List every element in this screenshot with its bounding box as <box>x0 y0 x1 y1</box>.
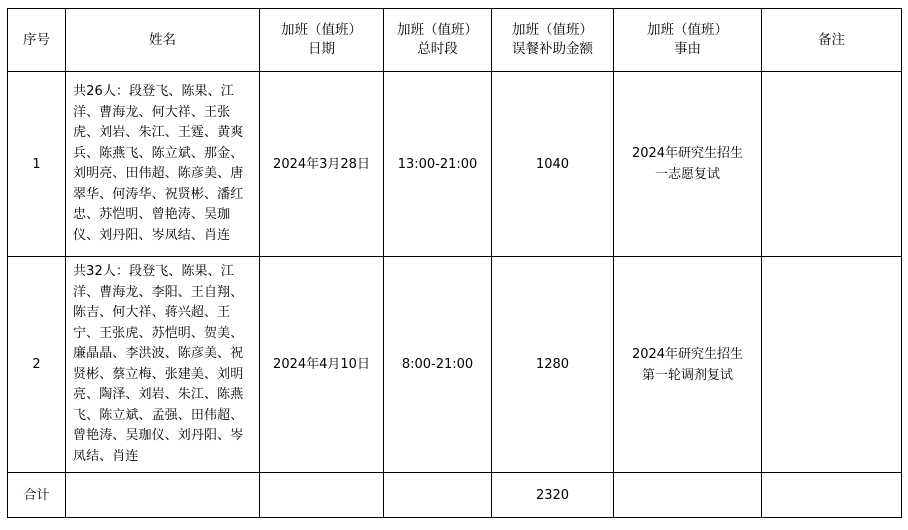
cell-meal-allowance-value: 1040 <box>535 156 570 172</box>
cell-reason-value-line2: 一志愿复试 <box>654 167 720 182</box>
column-header-date-label-line1: 加班（值班） <box>281 22 362 38</box>
cell-names-value: 共26人：段登飞、陈果、江洋、曹海龙、何大祥、王张虎、刘岩、朱江、王霆、黄爽兵、陈燕飞、陈立斌、那金、刘明亮、田伟超、陈彦美、唐翠华、何涛华、祝贤彬、潘红忠、苏恺明、曾艳涛、吴珈仪、刘丹阳、岑凤结、肖连 <box>73 84 244 243</box>
cell-time-span-value: 13:00-21:00 <box>397 156 478 172</box>
cell-reason-value-line1: 2024年研究生招生 <box>631 146 744 161</box>
total-reason-cell <box>614 473 762 518</box>
cell-reason-value-line2: 第一轮调剂复试 <box>641 367 733 383</box>
table-total-row <box>8 473 902 518</box>
column-header-meal-allowance-label-line1: 加班（值班） <box>512 22 593 38</box>
column-header-date-label-line2: 日期 <box>308 41 335 57</box>
cell-names-value: 共32人：段登飞、陈果、江洋、曹海龙、李阳、王自翔、陈吉、何大祥、蒋兴超、王宁、王张虎、苏恺明、贺美、廉晶晶、李洪波、陈彦美、祝贤彬、蔡立梅、张建美、刘明亮、陶泽、刘岩、朱江、陈燕飞、陈立斌、孟强、田伟超、曾艳涛、吴珈仪、刘丹阳、岑凤结、肖连 <box>73 264 244 464</box>
column-header-time-span <box>384 9 492 72</box>
column-header-remark-label: 备注 <box>818 31 845 48</box>
column-header-name-label: 姓名 <box>149 31 176 48</box>
total-time-span-cell <box>384 473 492 518</box>
cell-names <box>66 72 260 257</box>
table-header-row <box>8 9 902 72</box>
total-meal-allowance-cell <box>492 473 614 518</box>
cell-date <box>260 72 384 257</box>
column-header-time-span-label-line2: 总时段 <box>417 41 458 57</box>
cell-sequence-value: 1 <box>32 156 41 172</box>
cell-time-span-value: 8:00-21:00 <box>401 357 474 372</box>
column-header-time-span-label-line1: 加班（值班） <box>397 22 478 38</box>
cell-remark <box>762 257 902 473</box>
cell-date-value: 2024年4月10日 <box>273 357 370 372</box>
column-header-reason <box>614 9 762 72</box>
column-header-sequence <box>8 9 66 72</box>
cell-sequence <box>8 257 66 473</box>
column-header-meal-allowance-label-line2: 误餐补助金额 <box>512 41 593 57</box>
cell-time-span <box>384 257 492 473</box>
total-meal-allowance-value: 2320 <box>535 487 570 503</box>
column-header-sequence-label: 序号 <box>23 31 50 48</box>
cell-meal-allowance <box>492 257 614 473</box>
cell-meal-allowance-value: 1280 <box>535 357 570 372</box>
cell-date-value: 2024年3月28日 <box>273 156 370 172</box>
table-header <box>8 9 902 72</box>
cell-reason-value-line1: 2024年研究生招生 <box>631 346 744 362</box>
total-label-cell <box>8 473 66 518</box>
table-body <box>8 72 902 518</box>
cell-sequence <box>8 72 66 257</box>
column-header-reason-label-line2: 事由 <box>674 41 701 57</box>
table-row <box>8 257 902 473</box>
total-names-cell <box>66 473 260 518</box>
overtime-table <box>7 8 902 518</box>
table-row <box>8 72 902 257</box>
cell-sequence-value: 2 <box>32 357 41 372</box>
total-date-cell <box>260 473 384 518</box>
column-header-reason-label-line1: 加班（值班） <box>647 22 728 38</box>
column-header-remark <box>762 9 902 72</box>
total-label: 合计 <box>23 487 50 503</box>
cell-reason <box>614 257 762 473</box>
cell-meal-allowance <box>492 72 614 257</box>
cell-remark <box>762 72 902 257</box>
column-header-date <box>260 9 384 72</box>
column-header-name <box>66 9 260 72</box>
cell-reason <box>614 72 762 257</box>
overtime-table-container <box>7 8 901 518</box>
column-header-meal-allowance <box>492 9 614 72</box>
cell-date <box>260 257 384 473</box>
cell-time-span <box>384 72 492 257</box>
cell-names <box>66 257 260 473</box>
total-remark-cell <box>762 473 902 518</box>
